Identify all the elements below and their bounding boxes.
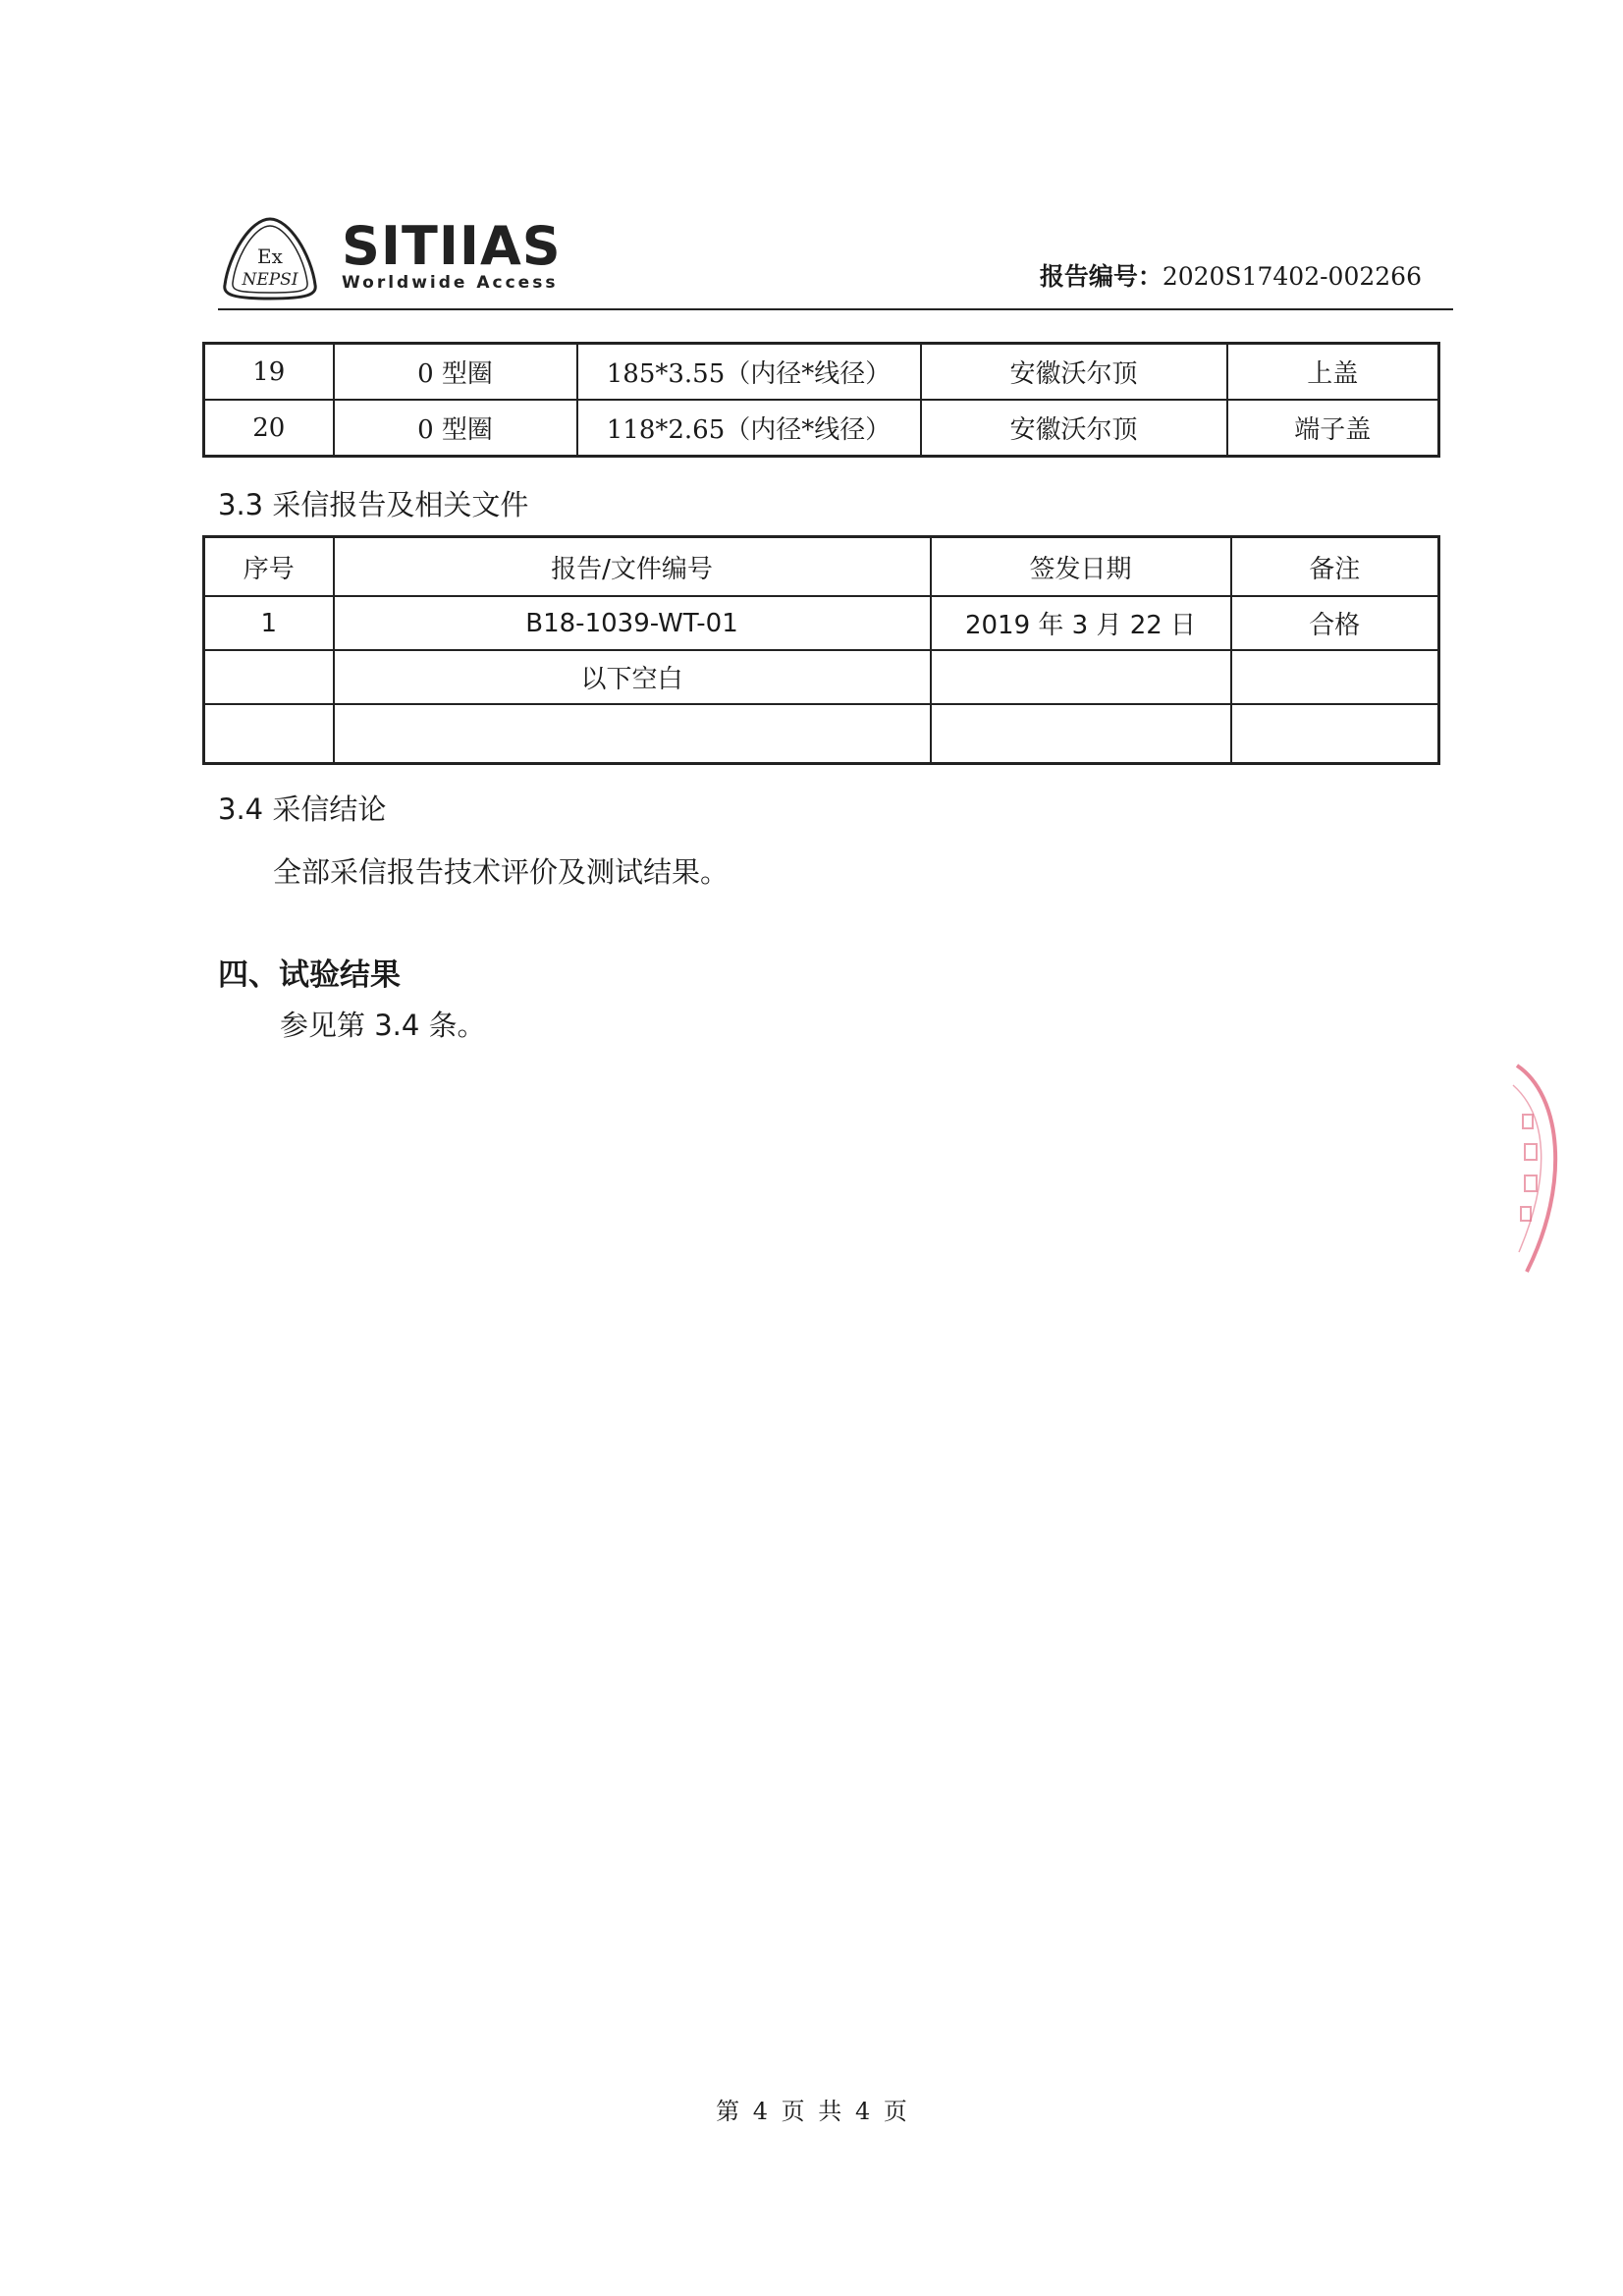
logo-ex-text: Ex — [257, 245, 283, 268]
brand-tagline: Worldwide Access — [342, 273, 559, 293]
section-4-text: 参见第 3.4 条。 — [280, 1009, 486, 1042]
table-cell: 安徽沃尔顶 — [921, 344, 1227, 401]
table-header-row — [204, 537, 1439, 597]
logo-nepsi-text: NEPSI — [242, 270, 298, 290]
table-cell: 上盖 — [1227, 344, 1439, 401]
files-table — [202, 535, 1440, 765]
column-header: 报告/文件编号 — [334, 537, 931, 597]
table-cell: 20 — [204, 400, 334, 457]
parts-table — [202, 342, 1440, 458]
table-cell: 端子盖 — [1227, 400, 1439, 457]
table-cell: 2019 年 3 月 22 日 — [931, 596, 1231, 650]
table-cell — [334, 704, 931, 764]
table-row — [204, 344, 1439, 401]
column-header: 序号 — [204, 537, 334, 597]
table-cell: 185*3.55（内径*线径） — [577, 344, 921, 401]
column-header: 签发日期 — [931, 537, 1231, 597]
section-3-4-title: 3.4 采信结论 — [218, 793, 387, 826]
section-3-3-title: 3.3 采信报告及相关文件 — [218, 488, 529, 521]
table-row — [204, 704, 1439, 764]
section-4-title: 四、试验结果 — [218, 957, 401, 993]
report-number — [1040, 257, 1422, 293]
brand-name: SITIIAS — [342, 215, 562, 277]
sitiias-logo — [342, 215, 562, 293]
table-cell — [204, 704, 334, 764]
table-cell: B18-1039-WT-01 — [334, 596, 931, 650]
table-cell: 118*2.65（内径*线径） — [577, 400, 921, 457]
table-cell: 19 — [204, 344, 334, 401]
seal-stamp-icon — [1507, 1056, 1576, 1282]
table-cell: 以下空白 — [334, 650, 931, 704]
ex-nepsi-logo — [221, 216, 319, 301]
table-row — [204, 400, 1439, 457]
table-cell — [931, 704, 1231, 764]
section-3-4-text: 全部采信报告技术评价及测试结果。 — [273, 855, 730, 889]
table-cell: 1 — [204, 596, 334, 650]
table-cell: 0 型圈 — [334, 400, 577, 457]
page-footer: 第 4 页 共 4 页 — [716, 2098, 907, 2125]
table-cell — [1231, 650, 1439, 704]
table-cell — [1231, 704, 1439, 764]
report-number-value: 2020S17402-002266 — [1162, 262, 1422, 291]
table-cell — [204, 650, 334, 704]
column-header: 备注 — [1231, 537, 1439, 597]
table-row — [204, 596, 1439, 650]
table-cell — [931, 650, 1231, 704]
table-cell: 合格 — [1231, 596, 1439, 650]
table-cell: 0 型圈 — [334, 344, 577, 401]
table-row — [204, 650, 1439, 704]
table-cell: 安徽沃尔顶 — [921, 400, 1227, 457]
header-divider — [218, 308, 1453, 310]
report-number-label: 报告编号： — [1039, 262, 1163, 291]
